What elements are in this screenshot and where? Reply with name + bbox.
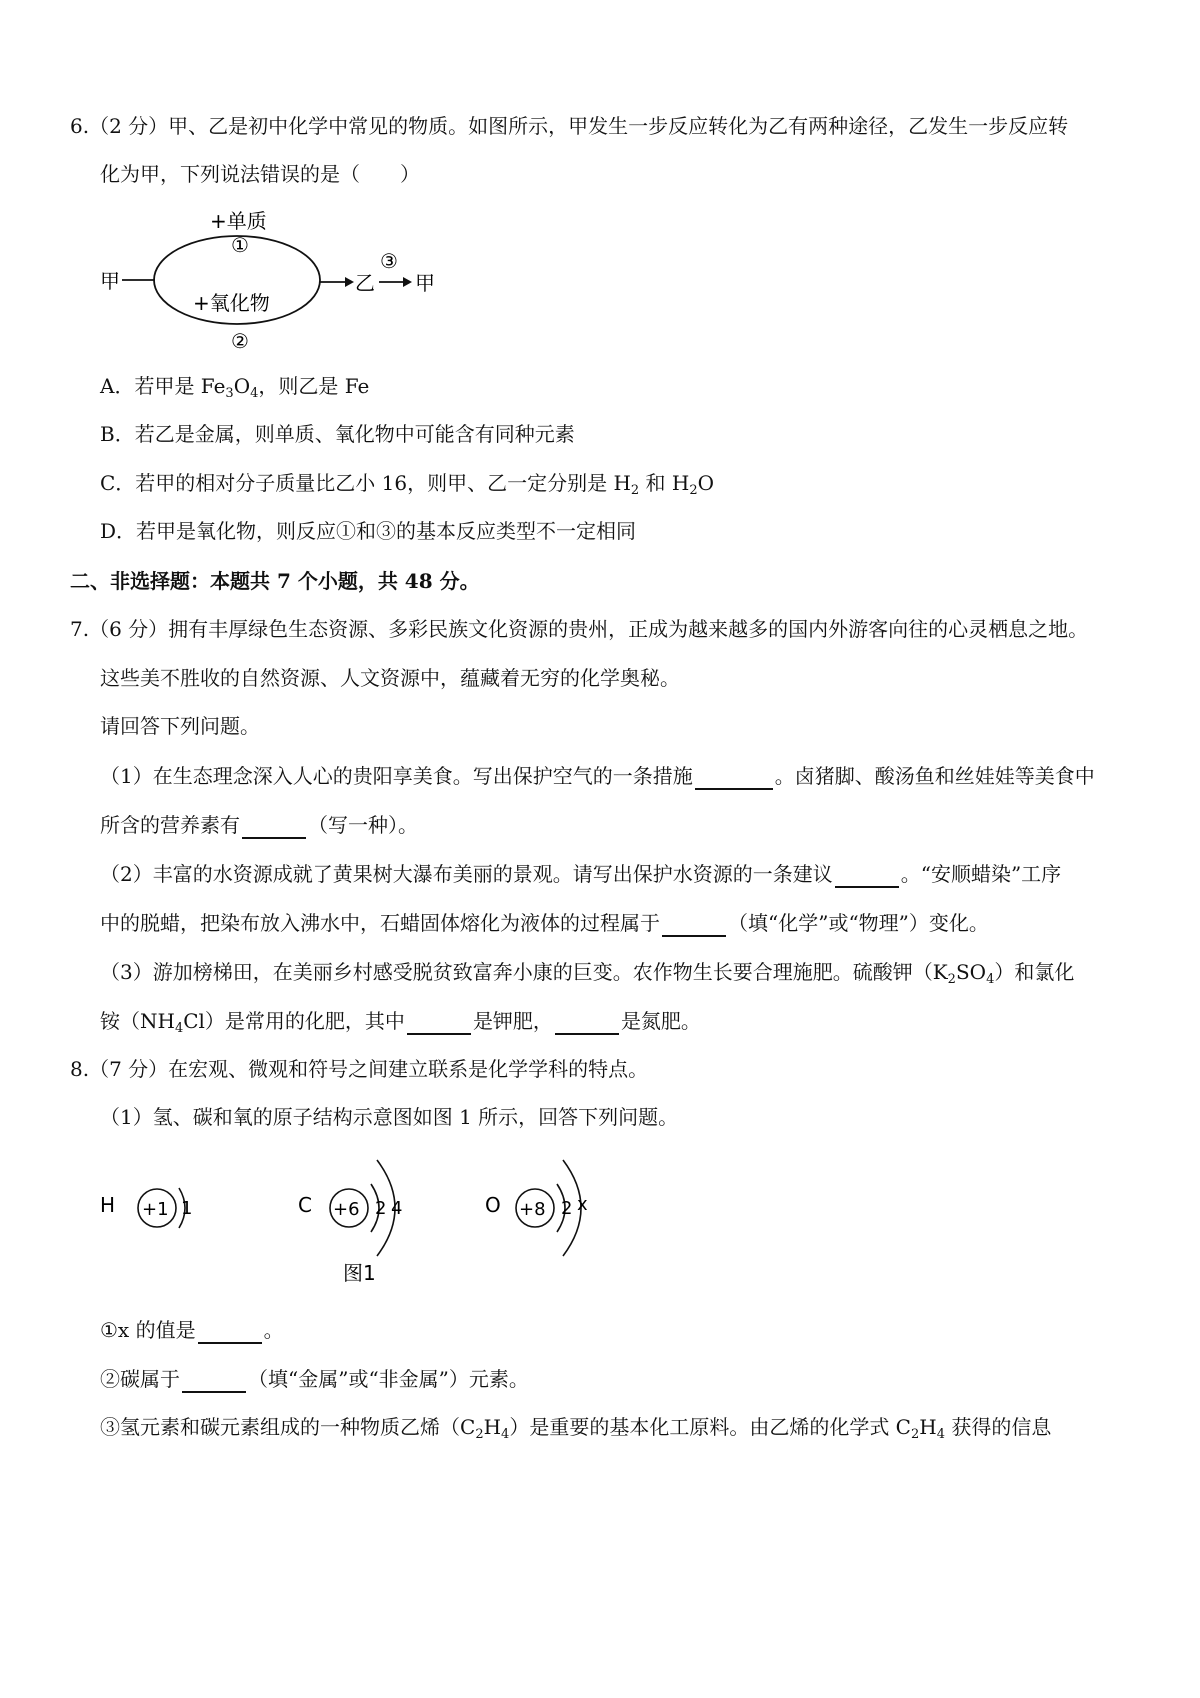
answer-blank[interactable]	[242, 815, 306, 839]
o-nucleus-charge: +8	[519, 1199, 546, 1220]
diagram-yi: 乙	[355, 271, 375, 295]
h-shell-electrons: 1	[181, 1198, 193, 1219]
c-shell-2-electrons: 4	[391, 1198, 403, 1219]
q8-sub1: ①x 的值是 。	[100, 1318, 284, 1342]
q8-part1: （1）氢、碳和氧的原子结构示意图如图 1 所示，回答下列问题。	[100, 1105, 679, 1129]
q7-part3-line1: （3）游加榜梯田，在美丽乡村感受脱贫致富奔小康的巨变。农作物生长要合理施肥。硫酸钾$(K_2SO_4)$和氯化	[100, 960, 1075, 987]
answer-blank[interactable]	[407, 1011, 471, 1035]
q7-stem-line2: 这些美不胜收的自然资源、人文资源中，蕴藏着无穷的化学奥秘。	[100, 666, 680, 690]
c-nucleus-charge: +6	[333, 1199, 360, 1220]
answer-blank[interactable]	[662, 913, 726, 937]
q7-stem-line3: 请回答下列问题。	[100, 714, 260, 738]
answer-blank[interactable]	[182, 1369, 246, 1393]
q6-stem-line1: 6.（2 分）甲、乙是初中化学中常见的物质。如图所示，甲发生一步反应转化为乙有两种途径，乙发生一步反应转	[70, 114, 1069, 138]
q6-reaction-diagram	[95, 200, 455, 360]
q7-part1-line1: （1）在生态理念深入人心的贵阳享美食。写出保护空气的一条措施 。卤猪脚、酸汤鱼和丝娃娃等美食中	[100, 764, 1095, 788]
q7-part3-line2: 铵$(NH_4Cl)$是常用的化肥，其中 是钾肥， 是氮肥。	[100, 1009, 701, 1036]
diagram-circle-1: ①	[231, 233, 249, 257]
c-shell-1-electrons: 2	[375, 1198, 387, 1219]
section-2-heading: 二、非选择题：本题共 7 个小题，共 48 分。	[70, 569, 480, 593]
atomic-structure-figure	[95, 1150, 635, 1290]
q7-part2-line2: 中的脱蜡，把染布放入沸水中，石蜡固体熔化为液体的过程属于 （填“化学”或“物理”）变化。	[100, 911, 989, 935]
c-atom-symbol: C	[298, 1193, 312, 1217]
q6-option-d: D．若甲是氧化物，则反应①和③的基本反应类型不一定相同	[100, 519, 637, 543]
diagram-arrowhead-1	[345, 277, 354, 287]
q7-part1-line2: 所含的营养素有 （写一种）。	[100, 813, 418, 837]
diagram-jia-left: 甲	[100, 269, 120, 293]
q8-sub2: ②碳属于 （填“金属”或“非金属”）元素。	[100, 1367, 529, 1391]
q7-part2-line1: （2）丰富的水资源成就了黄果树大瀑布美丽的景观。请写出保护水资源的一条建议 。“安顺蜡染”工序	[100, 862, 1062, 886]
figure-1-caption: 图1	[343, 1261, 376, 1285]
answer-blank[interactable]	[695, 766, 773, 790]
answer-blank[interactable]	[555, 1011, 619, 1035]
o-atom-symbol: O	[485, 1193, 501, 1217]
q7-stem-line1: 7.（6 分）拥有丰厚绿色生态资源、多彩民族文化资源的贵州，正成为越来越多的国内外游客向往的心灵栖息之地。	[70, 617, 1089, 641]
h-atom-symbol: H	[100, 1193, 116, 1217]
q6-option-b: B．若乙是金属，则单质、氧化物中可能含有同种元素	[100, 422, 575, 446]
diagram-jia-right: 甲	[415, 271, 435, 295]
diagram-bottom-label: +氧化物	[193, 291, 270, 315]
o-shell-2-electrons: x	[577, 1194, 588, 1215]
q6-option-a: A．若甲是 $Fe_3O_4$，则乙是 Fe	[100, 374, 370, 401]
q6-stem-line2: 化为甲，下列说法错误的是（ ）	[100, 162, 420, 186]
answer-blank[interactable]	[835, 864, 899, 888]
diagram-top-label: +单质	[210, 209, 267, 233]
diagram-circle-2: ②	[231, 329, 249, 353]
o-shell-1-electrons: 2	[561, 1198, 573, 1219]
answer-blank[interactable]	[198, 1320, 262, 1344]
q8-stem-line1: 8.（7 分）在宏观、微观和符号之间建立联系是化学学科的特点。	[70, 1057, 649, 1081]
diagram-circle-3: ③	[380, 249, 398, 273]
q6-option-c: C．若甲的相对分子质量比乙小 16，则甲、乙一定分别是 $H_2$ 和 $H_2O$	[100, 471, 715, 498]
diagram-arrowhead-2	[403, 277, 412, 287]
q8-sub3: ③氢元素和碳元素组成的一种物质乙烯$(C_2H_4)$是重要的基本化工原料。由乙烯的化学式 $C_2H_4$ 获得的信息	[100, 1415, 1052, 1442]
h-nucleus-charge: +1	[142, 1199, 169, 1220]
